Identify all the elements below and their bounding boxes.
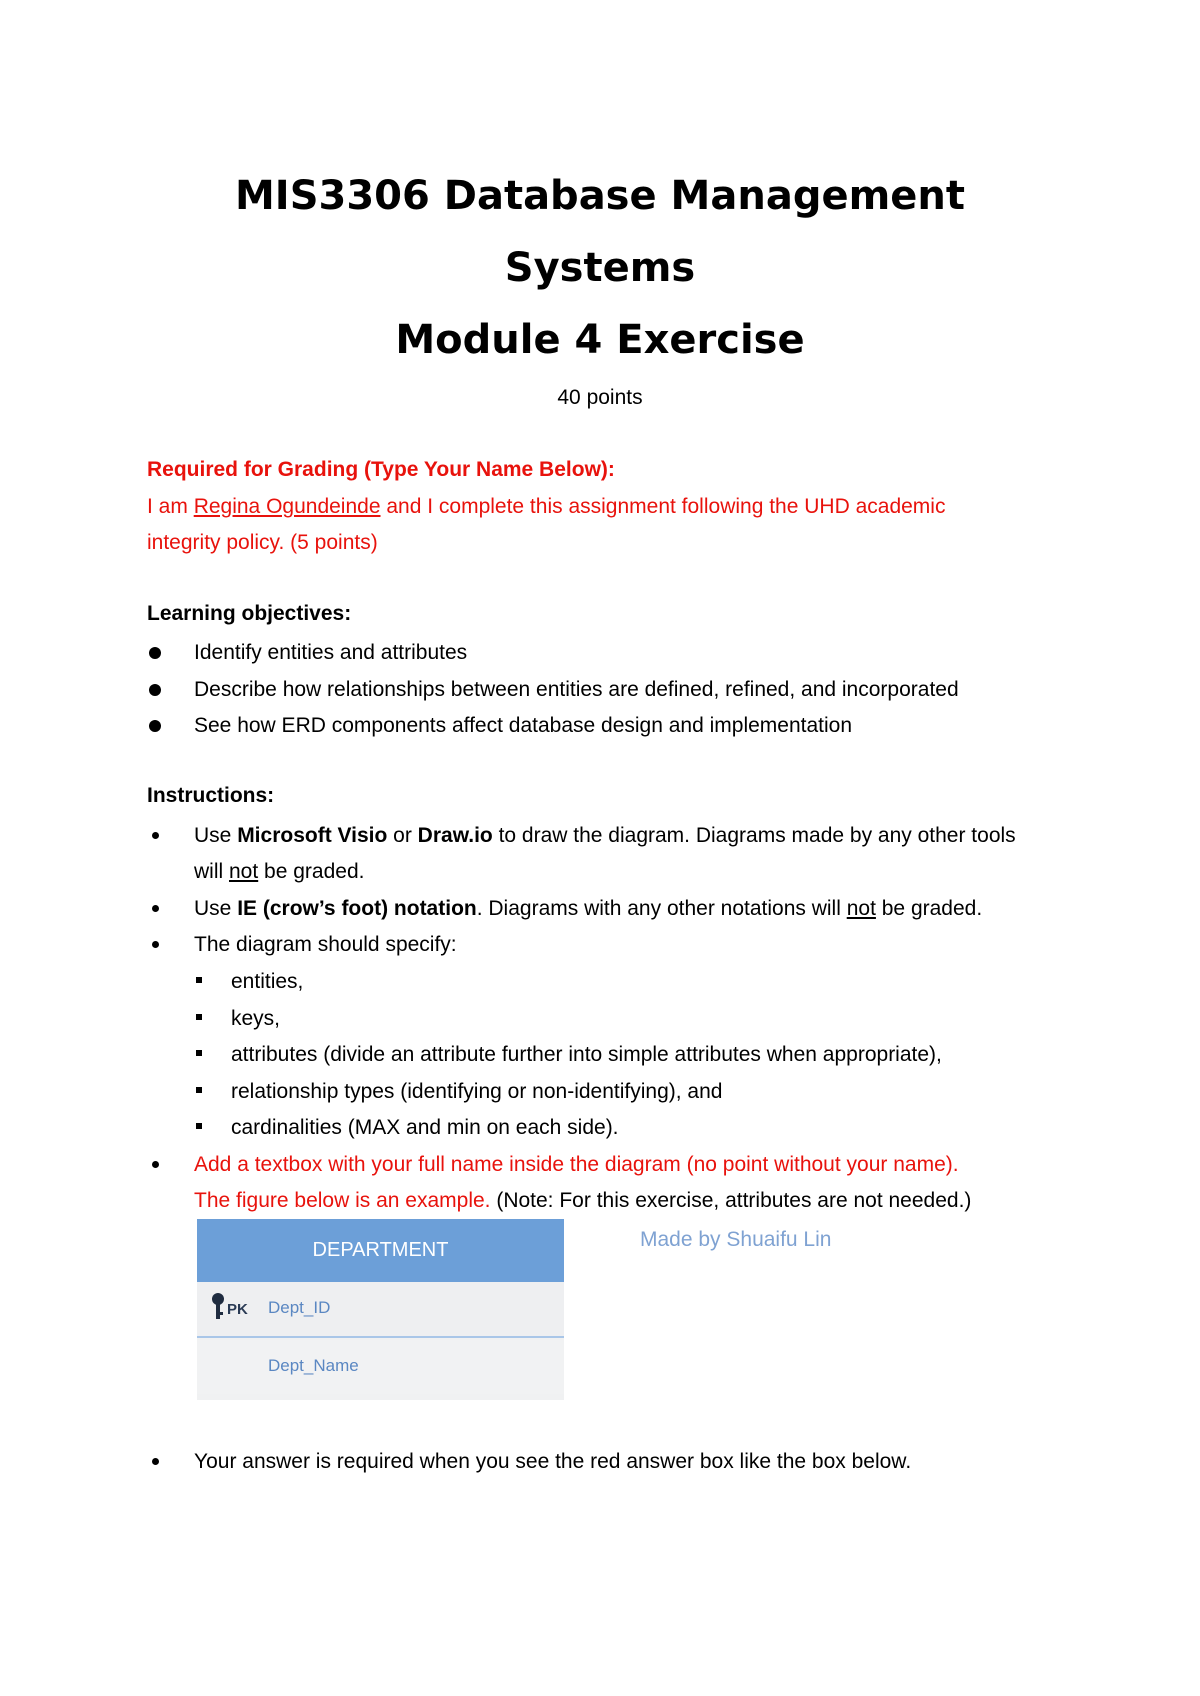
tool-visio: Microsoft Visio	[237, 824, 388, 847]
bullet-icon	[149, 647, 161, 659]
doc-title-line2: Systems	[504, 245, 696, 291]
instruction-tool-line2	[194, 857, 364, 887]
bullet-icon	[152, 941, 159, 948]
text: . Diagrams with any other notations will	[476, 897, 847, 920]
instruction-example-note	[194, 1186, 971, 1216]
doc-title-line1: MIS3306 Database Management	[235, 173, 965, 219]
spec-item: entities,	[231, 970, 304, 993]
bullet-icon	[152, 832, 159, 839]
bullet-icon	[152, 905, 159, 912]
square-bullet-icon	[196, 1014, 202, 1020]
text: (Note: For this exercise, attributes are not needed.)	[490, 1189, 972, 1212]
integrity-statement-line2: integrity policy. (5 points)	[147, 531, 378, 554]
pk-label: PK	[227, 1301, 248, 1318]
emphasis-not: not	[229, 860, 259, 883]
student-name: Regina Ogundeinde	[193, 495, 381, 518]
instruction-tool-line1	[194, 821, 1016, 851]
instructions-heading: Instructions:	[147, 784, 275, 807]
instruction-textbox: Add a textbox with your full name inside the diagram (no point without your name).	[194, 1153, 959, 1176]
text: Use	[194, 897, 238, 920]
required-heading: Required for Grading (Type Your Name Below):	[147, 458, 615, 481]
spec-item: keys,	[231, 1007, 281, 1030]
text: be graded.	[875, 897, 983, 920]
bullet-icon	[149, 720, 161, 732]
statement-suffix: and I complete this assignment following the UHD academic	[380, 495, 946, 518]
text: will	[194, 860, 229, 883]
square-bullet-icon	[196, 1123, 202, 1129]
entity-row-attr	[197, 1340, 564, 1394]
instruction-answer-box: Your answer is required when you see the red answer box like the box below.	[194, 1450, 912, 1473]
made-by-textbox: Made by Shuaifu Lin	[640, 1228, 832, 1251]
bullet-icon	[152, 1458, 159, 1465]
tool-drawio: Draw.io	[417, 824, 493, 847]
attribute-dept-id: Dept_ID	[268, 1298, 331, 1317]
text: be graded.	[258, 860, 365, 883]
square-bullet-icon	[196, 1087, 202, 1093]
bullet-icon	[149, 684, 161, 696]
spec-item: attributes (divide an attribute further into simple attributes when appropriate),	[231, 1043, 942, 1066]
instruction-notation	[194, 894, 982, 924]
bullet-icon	[152, 1161, 159, 1168]
entity-header: DEPARTMENT	[197, 1219, 564, 1282]
doc-title-line3: Module 4 Exercise	[395, 317, 805, 363]
square-bullet-icon	[196, 1050, 202, 1056]
statement-prefix: I am	[147, 495, 194, 518]
emphasis-not: not	[846, 897, 876, 920]
notation-name: IE (crow’s foot) notation	[237, 897, 477, 920]
entity-row-pk	[197, 1282, 564, 1338]
objective-item: Describe how relationships between entities are defined, refined, and incorporated	[194, 678, 959, 701]
integrity-statement-line1	[147, 492, 945, 522]
text: Use	[194, 824, 238, 847]
objective-item: Identify entities and attributes	[194, 641, 468, 664]
key-icon	[210, 1292, 226, 1322]
text: to draw the diagram. Diagrams made by any other tools	[492, 824, 1016, 847]
attribute-dept-name: Dept_Name	[268, 1356, 359, 1375]
text: or	[387, 824, 418, 847]
objective-item: See how ERD components affect database design and implementation	[194, 714, 853, 737]
spec-item: relationship types (identifying or non-identifying), and	[231, 1080, 723, 1103]
example-label: The figure below is an example.	[194, 1189, 491, 1212]
instruction-specify: The diagram should specify:	[194, 933, 457, 956]
erd-example-figure	[197, 1219, 564, 1400]
points-label: 40 points	[557, 386, 643, 409]
objectives-heading: Learning objectives:	[147, 602, 352, 625]
spec-item: cardinalities (MAX and min on each side).	[231, 1116, 619, 1139]
square-bullet-icon	[196, 977, 202, 983]
